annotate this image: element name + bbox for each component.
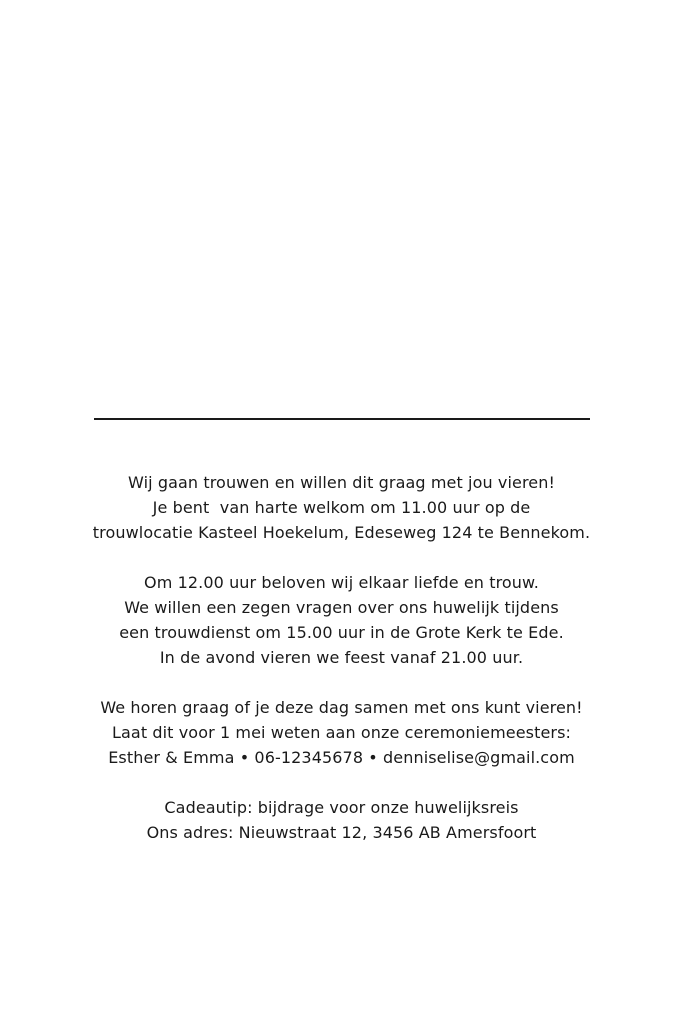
text-line: Cadeautip: bijdrage voor onze huwelijksreis (164, 798, 519, 817)
text-line: Wij gaan trouwen en willen dit graag met jou vieren! (128, 473, 555, 492)
paragraph-schedule (0, 570, 683, 670)
paragraph-spacer (0, 545, 683, 570)
text-line: Om 12.00 uur beloven wij elkaar liefde en trouw. (144, 573, 539, 592)
paragraph-spacer (0, 770, 683, 795)
horizontal-divider (94, 418, 590, 420)
paragraph-rsvp (0, 695, 683, 770)
text-line: Ons adres: Nieuwstraat 12, 3456 AB Amersfoort (146, 823, 537, 842)
text-line: We willen een zegen vragen over ons huwelijk tijdens (124, 598, 559, 617)
paragraph-welcome (0, 470, 683, 545)
text-line: We horen graag of je deze dag samen met ons kunt vieren! (100, 698, 583, 717)
text-line: Esther & Emma • 06-12345678 • denniselise@gmail.com (108, 748, 575, 767)
text-line: trouwlocatie Kasteel Hoekelum, Edeseweg 124 te Bennekom. (92, 523, 591, 542)
text-line: een trouwdienst om 15.00 uur in de Grote Kerk te Ede. (119, 623, 564, 642)
paragraph-spacer (0, 670, 683, 695)
invitation-text (0, 470, 683, 845)
text-line: Laat dit voor 1 mei weten aan onze ceremoniemeesters: (112, 723, 571, 742)
text-line: Je bent van harte welkom om 11.00 uur op de (152, 498, 531, 517)
paragraph-gift-address (0, 795, 683, 845)
text-line: In de avond vieren we feest vanaf 21.00 uur. (159, 648, 524, 667)
